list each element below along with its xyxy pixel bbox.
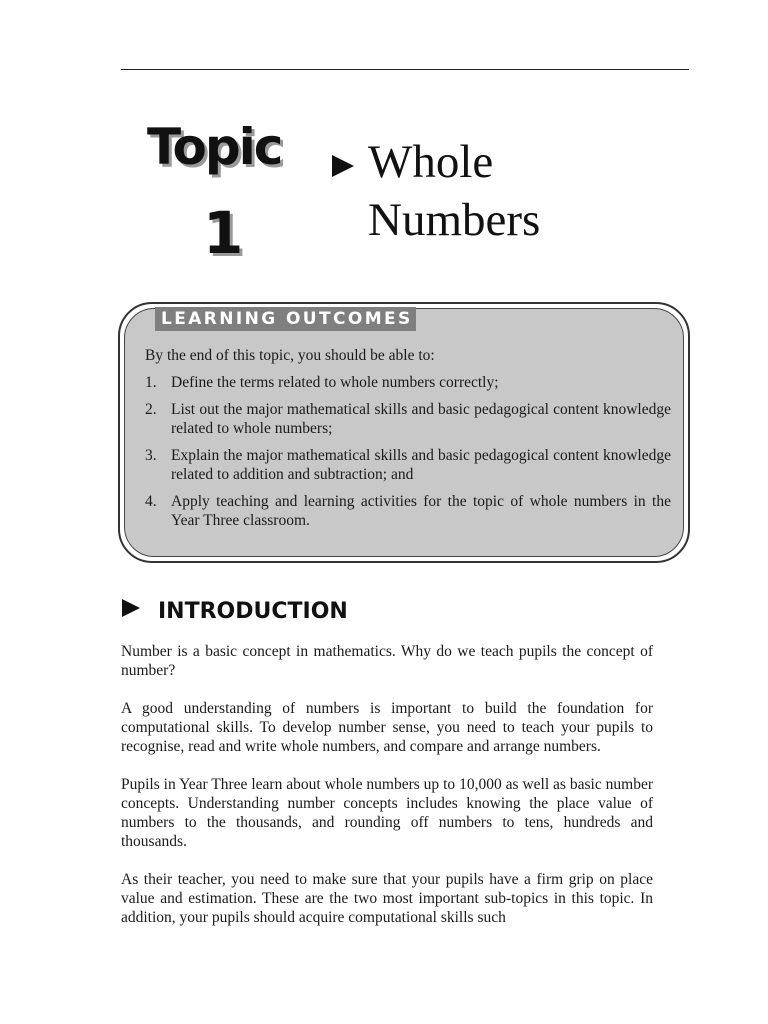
- top-rule: [121, 69, 689, 70]
- topic-label: Topic: [147, 118, 282, 176]
- outcome-text: Explain the major mathematical skills and basic pedagogical content knowledge related to addition and subtraction; and: [171, 447, 671, 483]
- outcome-number: 4.: [145, 493, 157, 510]
- outcome-text: Define the terms related to whole numbers correctly;: [171, 374, 499, 391]
- outcome-number: 3.: [145, 447, 157, 464]
- learning-outcomes-heading: LEARNING OUTCOMES: [155, 307, 416, 331]
- paragraph: Number is a basic concept in mathematics. Why do we teach pupils the concept of number?: [121, 643, 653, 679]
- outcome-number: 1.: [145, 374, 157, 391]
- learning-outcomes-list: [145, 373, 671, 530]
- outcome-item: [145, 373, 671, 392]
- section-arrow-icon: [122, 599, 140, 617]
- outcome-item: [145, 446, 671, 484]
- title-line-1: Whole: [368, 136, 494, 188]
- title-arrow-icon: [332, 155, 354, 177]
- outcome-text: List out the major mathematical skills and basic pedagogical content knowledge related to whole numbers;: [171, 401, 671, 437]
- learning-outcomes-intro: By the end of this topic, you should be able to:: [145, 347, 435, 364]
- paragraph: As their teacher, you need to make sure that your pupils have a firm grip on place value and estimation. These are the two most important sub-topics in this topic. In addition, your pupils should acquire computational skills such: [121, 871, 653, 926]
- paragraph: A good understanding of numbers is important to build the foundation for computational skills. To develop number sense, you need to teach your pupils to recognise, read and write whole numbers, and compare and arrange numbers.: [121, 700, 653, 755]
- introduction-heading: [122, 598, 348, 626]
- introduction-heading-text: INTRODUCTION: [158, 599, 348, 624]
- outcome-text: Apply teaching and learning activities for the topic of whole numbers in the Year Three classroom.: [171, 493, 671, 529]
- learning-outcomes-body: [145, 346, 671, 538]
- page-title: [368, 133, 540, 249]
- outcome-item: [145, 400, 671, 438]
- paragraph: Pupils in Year Three learn about whole numbers up to 10,000 as well as basic number concepts. Understanding number concepts includes knowing the place value of numbers to the thousands, and rounding off numbers to tens, hundreds and thousands.: [121, 776, 653, 850]
- outcome-number: 2.: [145, 401, 157, 418]
- topic-number: 1: [203, 199, 244, 267]
- title-line-2: Numbers: [368, 194, 541, 246]
- introduction-body: [121, 642, 653, 946]
- outcome-item: [145, 492, 671, 530]
